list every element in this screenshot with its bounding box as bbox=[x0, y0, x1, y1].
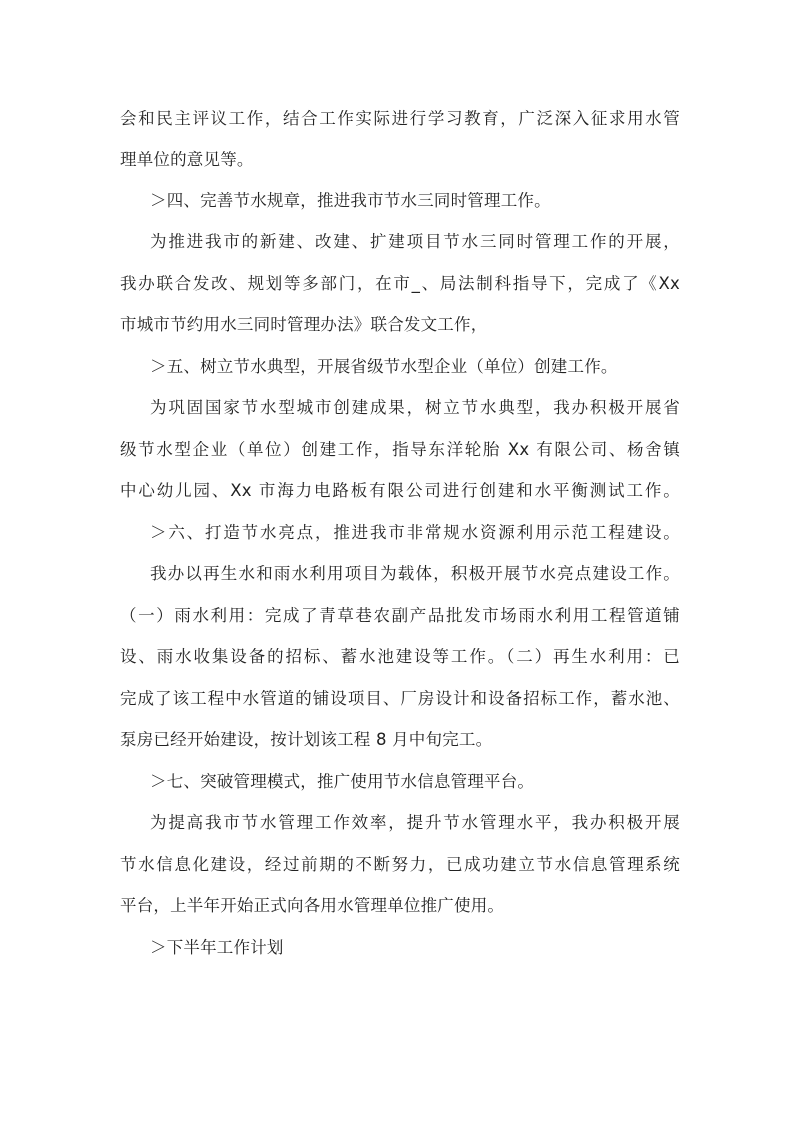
section-heading-7: ＞七、突破管理模式，推广使用节水信息管理平台。 bbox=[150, 772, 535, 791]
paragraph-line-14: 设、雨水收集设备的招标、蓄水池建设等工作。（二）再生水利用：已 bbox=[120, 647, 680, 666]
paragraph-line-1: 会和民主评议工作，结合工作实际进行学习教育，广泛深入征求用水管 bbox=[120, 109, 680, 128]
paragraph-line-13: （一）雨水利用：完成了青草巷农副产品批发市场雨水利用工程管道铺 bbox=[120, 606, 680, 625]
paragraph-line-8: 为巩固国家节水型城市创建成果，树立节水典型，我办积极开展省 bbox=[150, 398, 680, 417]
section-heading-5: ＞五、树立节水典型，开展省级节水型企业（单位）创建工作。 bbox=[150, 357, 618, 376]
section-heading-plan: ＞下半年工作计划 bbox=[150, 938, 284, 957]
paragraph-line-5: 我办联合发改、规划等多部门，在市_、局法制科指导下，完成了《Xx bbox=[120, 274, 680, 293]
paragraph-line-19: 节水信息化建设，经过前期的不断努力，已成功建立节水信息管理系统 bbox=[120, 855, 680, 874]
paragraph-line-12: 我办以再生水和雨水利用项目为载体，积极开展节水亮点建设工作。 bbox=[150, 564, 680, 583]
paragraph-line-10: 中心幼儿园、Xx 市海力电路板有限公司进行创建和水平衡测试工作。 bbox=[120, 481, 680, 500]
paragraph-line-16: 泵房已经开始建设，按计划该工程 8 月中旬完工。 bbox=[120, 730, 493, 749]
paragraph-line-2: 理单位的意见等。 bbox=[120, 150, 254, 169]
paragraph-line-20: 平台，上半年开始正式向各用水管理单位推广使用。 bbox=[120, 896, 505, 915]
paragraph-line-9: 级节水型企业（单位）创建工作，指导东洋轮胎 Xx 有限公司、杨舍镇 bbox=[120, 440, 680, 459]
paragraph-line-18: 为提高我市节水管理工作效率，提升节水管理水平，我办积极开展 bbox=[150, 813, 680, 832]
section-heading-4: ＞四、完善节水规章，推进我市节水三同时管理工作。 bbox=[150, 191, 551, 210]
paragraph-line-4: 为推进我市的新建、改建、扩建项目节水三同时管理工作的开展， bbox=[150, 232, 680, 251]
paragraph-line-15: 完成了该工程中水管道的铺设项目、厂房设计和设备招标工作，蓄水池、 bbox=[120, 689, 680, 708]
paragraph-line-6: 市城市节约用水三同时管理办法》联合发文工作， bbox=[120, 315, 488, 334]
section-heading-6: ＞六、打造节水亮点，推进我市非常规水资源利用示范工程建设。 bbox=[150, 523, 680, 542]
